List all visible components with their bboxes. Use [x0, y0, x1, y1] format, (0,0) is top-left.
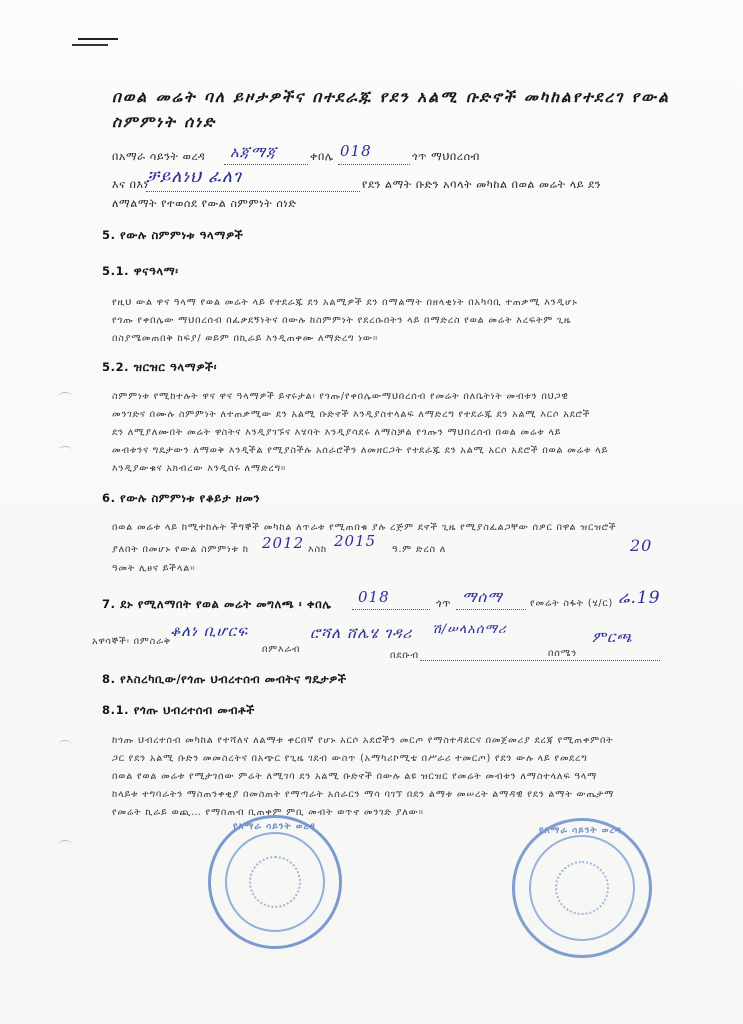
staple-mark — [78, 38, 118, 40]
punch-hole — [58, 392, 72, 401]
seal-text: የአማራ ሳይንት ወረዳ — [539, 826, 622, 836]
paragraph-line: በወል የወል መሬቱ የሚታገሰው ምሬት ለሚገባ ደን አልሚ ቡድኖች በውሉ ልዩ ዝርዝር የመሬት መብቱን ለማስተላለፍ ዓላማ — [112, 771, 598, 782]
paragraph-line: መንገድና በሙሉ ስምምነት ለተጠቃሚው ደን አልሚ ቡድኖች እንዲያስተላልፍ ለማድረግ የተደራጁ ደን አልሚ እርሶ አደሮች — [112, 409, 591, 420]
handwritten-group-leader: ቻይለነህ ፈለገ — [146, 167, 242, 187]
field-label: በሰሜን — [548, 648, 578, 659]
fill-line — [224, 164, 308, 165]
document-title-line2: ስምምነት ሰነድ — [112, 113, 217, 131]
paragraph-line: ስምምነቱ የሚከተሉት ዋና ዋና ዓላማዎች ይኖሩታል፡ የጎጡ/የቀበሌውማህበረሰብ የመሬት በለቤትነት መብቱን በህጋዊ — [112, 391, 569, 402]
handwritten-north-boundary: ሽ/ሠላአሰማሪ — [432, 622, 507, 637]
intro-label: በአማራ ሳይንት ወረዳ — [112, 150, 206, 163]
subsection-heading: 5.1. ዋናዓላማ፡ — [102, 264, 179, 278]
section-heading: 7. ደኑ የሚለማበት የወል መሬት መግለጫ ፡ ቀበሌ — [102, 597, 332, 611]
field-label: አዋሳኞች፡ በምስራቅ — [92, 636, 172, 647]
paragraph-line: ከጎጡ ህብረተሰብ መካከል የተሻለና ለልማቱ ቀርበኛ የሆኑ አርሶ አደሮችን መርጦ የማስተዳደርና በመጀመሪያ ደረጃ የሚጠቀምበት — [112, 735, 614, 746]
paragraph-line: በስያሜመጠበቅ ከፍያ/ ወይም በኪራይ እንዲጠቀሙ ለማድረግ ነው። — [112, 333, 379, 344]
field-label: ጎጥ — [436, 597, 452, 610]
punch-hole — [58, 446, 72, 455]
handwritten-area: ሬ.19 — [618, 588, 661, 608]
fill-line — [146, 191, 360, 192]
handwritten-end-year: 2015 — [334, 532, 377, 550]
paragraph-line: እንዲያውቁና አክብረው እንዲሰሩ ለማድረግ። — [112, 463, 287, 474]
fill-line — [420, 660, 660, 661]
handwritten-start-year: 2012 — [262, 534, 305, 552]
paragraph-line: ደን ለሚያለሙበት መሬት ዋስትና እንዲያገኙና እሄባት እንዲያሳደሩ ለማስቻል የጎጡን ማህበረሰብ በወል መሬቱ ላይ — [112, 427, 562, 438]
punch-hole — [58, 840, 72, 849]
intro-label: ቀበሌ — [310, 150, 334, 163]
paragraph-line: ዓ.ም ድረስ ለ — [392, 544, 447, 555]
handwritten-kebele-no: 018 — [358, 588, 390, 606]
subsection-heading: 5.2. ዝርዝር ዓላማዎች፡ — [102, 360, 218, 374]
fill-line — [352, 609, 430, 610]
field-label: የመሬት ስፋት (ሄ/ር) — [530, 598, 614, 609]
intro-label: ጎጥ ማህበረሰብ — [412, 150, 480, 163]
paragraph-line: እስከ — [308, 544, 328, 555]
official-seal-left — [208, 815, 342, 949]
paragraph-line: የመሬት ኪራይ ወጪ… የማበጠብ ቢጠቀም ምቢ መብት ወጥኖ መንገድ ያለው። — [112, 807, 424, 818]
staple-mark — [72, 44, 108, 46]
intro-label: የደን ልማት ቡድን አባላት መካከል በወል መሬት ላይ ደን — [362, 178, 602, 191]
intro-label: እና በእነ — [112, 178, 149, 191]
handwritten-east-boundary: ቆለነ ቢሆርፍ — [170, 622, 248, 640]
handwritten-got: ማሰማ — [462, 588, 503, 606]
paragraph-line: በወል መሬቱ ላይ ከሚተከሉት ችግኞች መካከል ለጥራቱ የሚጠበቁ ያሉ ረጅም ደኖች ጊዜ የሚያስፈልጋቸው ሰዎር በዋል ዝርዝሮች — [112, 522, 617, 533]
paragraph-line: ጋር የደን አልሚ ቡድን መመስረትና በአጭር የጊዜ ገደብ ውስጥ (አማካሪኮሚቴ በሥራሪ ተመርጦ) የደን ውሉ ላይ የመደረግ — [112, 753, 588, 764]
field-label: በደቡብ — [390, 650, 419, 661]
handwritten-west-boundary: ሮሻለ ሸሌሄ ገዳሪ — [310, 624, 413, 642]
handwritten-kebele: 018 — [340, 142, 372, 160]
official-seal-right — [512, 818, 652, 958]
paragraph-line: መብቱንና ግዴታውን ለማወቅ እንዲችል የሚያስችሉ አሰራሮችን ለመዘርጋት የተደራጁ ደን አልሚ አርሶ አደሮች በወል መሬቱ ላይ — [112, 445, 609, 456]
punch-hole — [58, 740, 72, 749]
handwritten-south-boundary: ምርጫ — [592, 628, 633, 646]
paragraph-line: የጎጡ የቀበሌው ማህበረሰብ በፈቃደኝነትና በውሉ ከስምምነት የደረሱበትን ላይ በማድረስ የወል መሬት እረፍትም ጊዜ — [112, 315, 572, 326]
fill-line — [338, 164, 410, 165]
intro-label: ለማልማት የተወሰደ የውል ስምምነት ሰነድ — [112, 197, 297, 210]
section-heading: 6. የውሉ ስምምነቱ የቆይታ ዘመን — [102, 491, 261, 505]
fill-line — [456, 609, 526, 610]
paragraph-line: ከላይቱ ተግባራትን ማስጠንቀቂያ በመስጠት የማጣራት አሰራርን ማሳ ባገኘ በደን ልማቱ መሠረት ልማዳዊ የደን ልማት ውጤታማ — [112, 789, 615, 800]
paragraph-line: የዚህ ውል ዋና ዓላማ የወል መሬት ላይ የተደራጁ ደን አልሚዎች ደን በማልማት በዘላቂነት በአካባቢ ተጠቃሚ እንዲሆኑ — [112, 297, 578, 308]
section-heading: 8. የእስረካቢው/የጎጡ ህብረተሰብ መብትና ግዴታዎች — [102, 672, 347, 686]
handwritten-woreda: አጃማጃ — [230, 143, 277, 161]
section-heading: 5. የውሉ ስምምነቱ ዓላማዎች — [102, 228, 244, 242]
field-label: በምእራብ — [262, 644, 301, 655]
paragraph-line: ያለበት በመሆኑ የውል ስምምነቱ ከ — [112, 544, 249, 555]
document-title-line1: በወል መሬት ባለ ይዞታዎችና በተደራጁ የደን አልሚ ቡድኖች መካከልየተደረገ የውል — [112, 88, 670, 106]
paragraph-line: ዓመት ሊፀና ይችላል። — [112, 563, 196, 574]
handwritten-duration: 20 — [630, 536, 653, 555]
subsection-heading: 8.1. የጎጡ ህብረተሰብ መብቶች — [102, 703, 255, 717]
seal-text: የአማራ ሳይንት ወረዳ — [233, 822, 316, 832]
